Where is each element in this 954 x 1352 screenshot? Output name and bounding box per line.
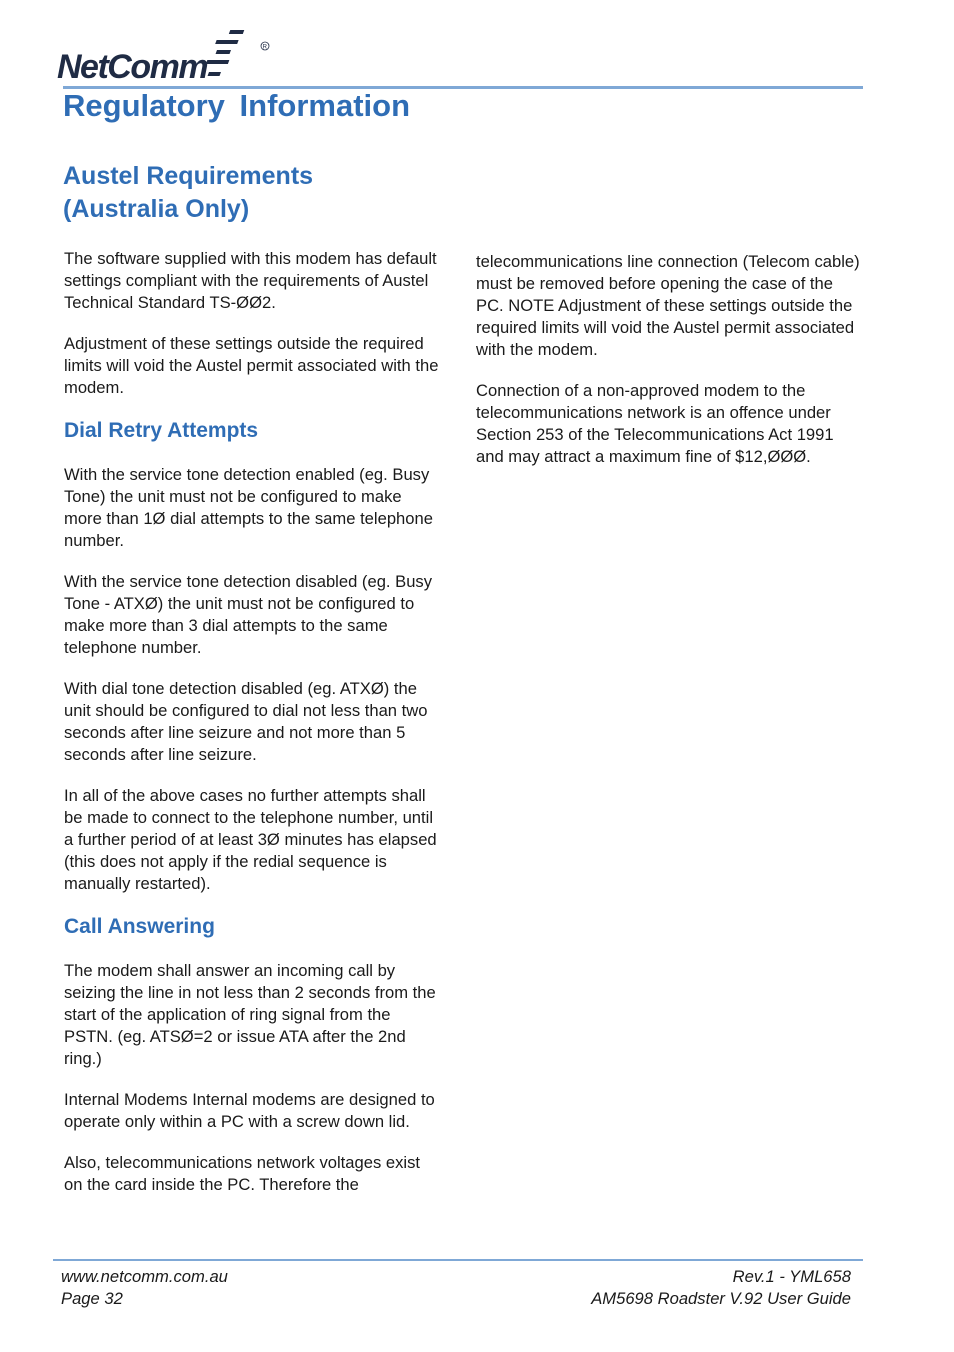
footer-rule [53, 1259, 863, 1261]
footer-revision: Rev.1 - YML658 [732, 1267, 851, 1286]
dial-paragraph-1: With the service tone detection enabled (eg. Busy Tone) the unit must not be configured to make more than 1Ø dial attempts to the same telephone number. [64, 465, 433, 550]
section-title-line1: Austel Requirements [63, 162, 314, 190]
footer-right [591, 1266, 851, 1310]
netcomm-logo [55, 28, 275, 84]
svg-text:R: R [262, 44, 267, 51]
call-answering-heading: Call Answering [64, 915, 215, 938]
call-paragraph-2: Internal Modems Internal modems are designed to operate only within a PC with a screw down lid. [64, 1090, 435, 1131]
intro-paragraph-2: Adjustment of these settings outside the required limits will void the Austel permit associated with the modem. [64, 334, 439, 397]
call-paragraph-3: Also, telecommunications network voltages exist on the card inside the PC. Therefore the [64, 1153, 421, 1194]
footer-guide-title: AM5698 Roadster V.92 User Guide [591, 1289, 851, 1308]
right-paragraph-1: telecommunications line connection (Telecom cable) must be removed before opening the case of the PC. NOTE Adjustment of these settings outside the required limits will void the Austel permit associated with the modem. [476, 252, 860, 359]
intro-paragraph-1: The software supplied with this modem has default settings compliant with the requirements of Austel Technical Standard TS-ØØ2. [64, 249, 437, 312]
footer-left [61, 1266, 228, 1310]
dial-retry-heading: Dial Retry Attempts [64, 419, 259, 442]
right-column [476, 251, 862, 487]
svg-text:NetComm: NetComm [57, 48, 208, 84]
section-title [63, 160, 423, 226]
dial-paragraph-2: With the service tone detection disabled (eg. Busy Tone - ATXØ) the unit must not be configured to make more than 3 dial attempts to the same telephone number. [64, 572, 433, 657]
footer-page-number: Page 32 [61, 1289, 123, 1308]
left-column [64, 248, 442, 1215]
right-paragraph-2: Connection of a non-approved modem to the telecommunications network is an offence under Section 253 of the Telecommunications Act 1991 and may attract a maximum fine of $12,ØØØ. [476, 381, 834, 466]
dial-paragraph-4: In all of the above cases no further attempts shall be made to connect to the telephone number, until a further period of at least 3Ø minutes has elapsed (this does not apply if the redial sequence is manually restarted). [64, 786, 437, 893]
dial-paragraph-3: With dial tone detection disabled (eg. ATXØ) the unit should be configured to dial not less than two seconds after line seizure and not more than 5 seconds after line seizure. [64, 679, 428, 764]
page-title: Regulatory Information [63, 88, 411, 123]
call-paragraph-1: The modem shall answer an incoming call by seizing the line in not less than 2 seconds from the start of the application of ring signal from the PSTN. (eg. ATSØ=2 or issue ATA after the 2nd ring.) [64, 961, 436, 1068]
section-title-line2: (Australia Only) [63, 195, 250, 223]
footer-website-link[interactable]: www.netcomm.com.au [61, 1267, 228, 1286]
